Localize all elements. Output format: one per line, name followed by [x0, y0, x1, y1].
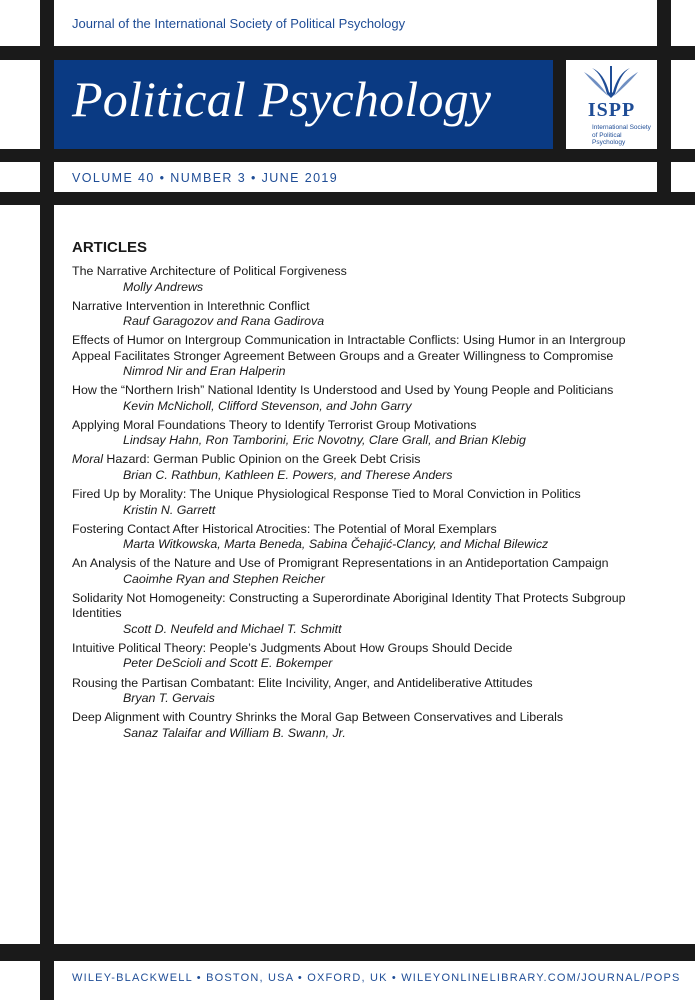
article-title: Fired Up by Morality: The Unique Physiological Response Tied to Moral Conviction in Politics — [72, 487, 581, 502]
horizontal-bar-top — [0, 46, 695, 60]
article-entry — [72, 556, 662, 587]
article-title: How the “Northern Irish” National Identity Is Understood and Used by Young People and Politicians — [72, 383, 614, 398]
issue-line: VOLUME 40 • NUMBER 3 • JUNE 2019 — [72, 171, 339, 185]
article-title: The Narrative Architecture of Political Forgiveness — [72, 264, 347, 278]
article-authors: Brian C. Rathbun, Kathleen E. Powers, and Therese Anders — [123, 467, 453, 482]
section-heading: ARTICLES — [72, 239, 147, 256]
article-title: Effects of Humor on Intergroup Communication in Intractable Conflicts: Using Humor in an Intergroup Appeal Facilitates Stronger Agreement Between Groups and a Greater Willingness to Compromise — [72, 333, 626, 363]
article-entry — [72, 383, 662, 414]
article-authors: Molly Andrews — [123, 279, 204, 294]
article-authors: Bryan T. Gervais — [123, 691, 215, 706]
article-authors: Lindsay Hahn, Ron Tamborini, Eric Novotny, Clare Grall, and Brian Klebig — [123, 433, 526, 448]
journal-title: Political Psychology — [72, 71, 492, 127]
article-authors: Nimrod Nir and Eran Halperin — [123, 364, 286, 379]
article-entry — [72, 418, 662, 449]
article-authors: Rauf Garagozov and Rana Gadirova — [123, 314, 325, 329]
article-authors: Sanaz Talaifar and William B. Swann, Jr. — [123, 725, 346, 740]
article-title: Rousing the Partisan Combatant: Elite Incivility, Anger, and Antideliberative Attitudes — [72, 675, 533, 690]
article-entry — [72, 641, 662, 672]
article-entry — [72, 264, 662, 295]
article-title: An Analysis of the Nature and Use of Promigrant Representations in an Antideportation Campaign — [72, 556, 609, 571]
article-title — [72, 452, 662, 468]
article-authors: Kevin McNicholl, Clifford Stevenson, and John Garry — [123, 398, 412, 413]
article-authors: Scott D. Neufeld and Michael T. Schmitt — [123, 621, 342, 636]
ispp-logo-acronym: ISPP — [587, 99, 636, 121]
horizontal-bar-under-title — [0, 149, 695, 162]
article-title: Fostering Contact After Historical Atrocities: The Potential of Moral Exemplars — [72, 521, 497, 536]
article-entry — [72, 710, 662, 741]
article-authors: Peter DeScioli and Scott E. Bokemper — [123, 656, 333, 671]
article-authors: Caoimhe Ryan and Stephen Reicher — [123, 571, 325, 586]
table-of-contents — [72, 264, 662, 745]
article-title: Intuitive Political Theory: People’s Judgments About How Groups Should Decide — [72, 640, 513, 655]
article-title-italic: Moral — [72, 452, 103, 467]
horizontal-bar-under-issue — [0, 192, 695, 205]
article-title: Solidarity Not Homogeneity: Constructing a Superordinate Aboriginal Identity That Protects Subgroup Identities — [72, 590, 626, 621]
article-title-rest: Hazard: German Public Opinion on the Greek Debt Crisis — [102, 452, 421, 467]
article-title: Deep Alignment with Country Shrinks the Moral Gap Between Conservatives and Liberals — [72, 710, 564, 725]
horizontal-bar-footer-top — [0, 944, 695, 961]
article-title: Narrative Intervention in Interethnic Conflict — [72, 298, 310, 313]
article-entry — [72, 487, 662, 518]
article-title: Applying Moral Foundations Theory to Identify Terrorist Group Motivations — [72, 417, 477, 432]
article-authors: Marta Witkowska, Marta Beneda, Sabina Čehajić-Clancy, and Michal Bilewicz — [123, 537, 549, 552]
article-entry — [72, 299, 662, 330]
footer-publisher-line: WILEY-BLACKWELL • BOSTON, USA • OXFORD, UK • WILEYONLINELIBRARY.COM/JOURNAL/POPS — [72, 972, 681, 984]
vertical-bar-right — [657, 0, 671, 205]
article-entry — [72, 452, 662, 483]
article-authors: Kristin N. Garrett — [123, 502, 216, 517]
article-entry — [72, 522, 662, 553]
article-entry — [72, 591, 662, 638]
journal-subtitle: Journal of the International Society of Political Psychology — [72, 16, 406, 31]
ispp-logo-name: International Society of Political Psychology — [592, 124, 651, 146]
ispp-logo-mark-icon — [574, 64, 648, 100]
article-entry — [72, 333, 662, 380]
article-entry — [72, 676, 662, 707]
